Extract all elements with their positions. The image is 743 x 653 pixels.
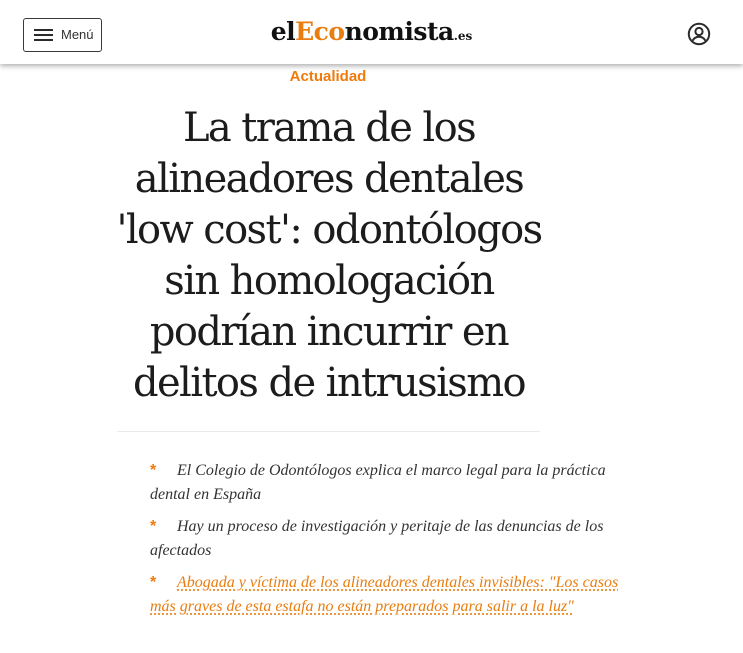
asterisk-bullet-icon: * xyxy=(150,518,157,535)
divider xyxy=(117,431,540,432)
summary-item xyxy=(150,571,630,619)
site-header xyxy=(0,0,743,64)
logo-part-nomista: nomista xyxy=(344,17,454,46)
menu-label: Menú xyxy=(61,27,94,42)
logo-part-el: el xyxy=(270,17,296,46)
logo-part-eco: Eco xyxy=(295,17,345,46)
summary-item xyxy=(150,515,630,563)
section-link[interactable]: Actualidad xyxy=(289,68,367,85)
summary-text: Hay un proceso de investigación y peritaje de las denuncias de los afectados xyxy=(150,518,604,559)
asterisk-bullet-icon: * xyxy=(150,574,157,591)
article-summary xyxy=(150,459,630,627)
summary-text: El Colegio de Odontólogos explica el marco legal para la práctica dental en España xyxy=(150,462,606,503)
asterisk-bullet-icon: * xyxy=(150,462,157,479)
related-article-link[interactable]: Abogada y víctima de los alineadores dentales invisibles: "Los casos más graves de esta estafa no están preparados para salir a la luz" xyxy=(150,574,619,615)
site-logo[interactable] xyxy=(0,17,743,51)
summary-item xyxy=(150,459,630,507)
user-account-icon[interactable] xyxy=(687,22,711,46)
article-headline: La trama de los alineadores dentales 'low cost': odontólogos sin homologación podrían incurrir en delitos de intrusismo xyxy=(116,105,542,406)
logo-tld: .es xyxy=(453,29,473,43)
